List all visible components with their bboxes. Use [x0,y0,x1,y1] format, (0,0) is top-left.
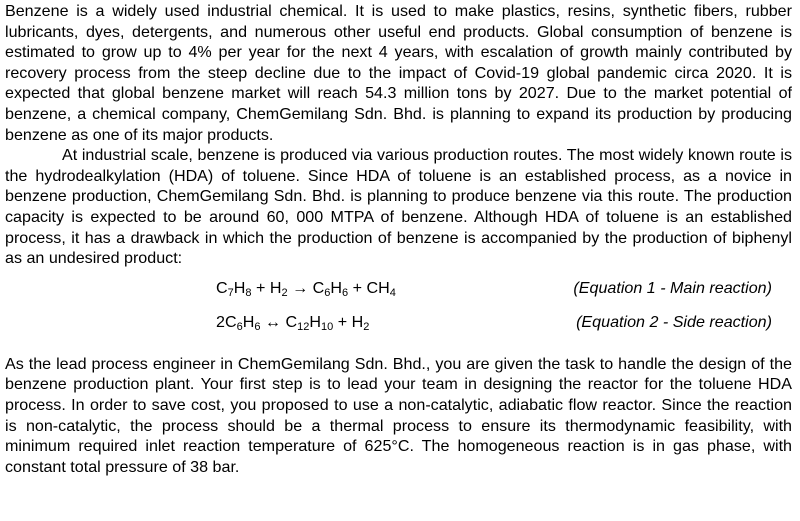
equation-label: (Equation 1 - Main reaction) [573,278,772,297]
document-page [5,1,792,477]
equation-side-reaction [5,302,792,340]
equation-label: (Equation 2 - Side reaction) [576,312,772,331]
paragraph-production-route: At industrial scale, benzene is produced via various production routes. The most widely known route is the hydrodealkylation (HDA) of toluene. Since HDA of toluene is an established process, as a novice in benzene production, ChemGemilang Sdn. Bhd. is planning to produce benzene via this route. The production capacity is expected to be around 60, 000 MTPA of benzene. Although HDA of toluene is an established process, it has a drawback in which the production of benzene is accompanied by the production of biphenyl as an undesired product: [5,146,792,268]
equation-main-reaction [5,269,792,302]
equation-formula: $C_7H_8 + H_2 \to C_6H_6 + CH_4$ [216,278,396,299]
equation-formula: $2C_6H_6$ ↔ $C_{12}H_{10} + H_2$ [216,312,370,333]
paragraph-task: As the lead process engineer in ChemGemilang Sdn. Bhd., you are given the task to handle the design of the benzene production plant. Your first step is to lead your team in designing the reactor for the toluene HDA process. In order to save cost, you proposed to use a non-catalytic, adiabatic flow reactor. Since the reaction is non-catalytic, the process should be a thermal process to ensure its thermodynamic feasibility, with minimum required inlet reaction temperature of 625°C. The homogeneous reaction is in gas phase, with constant total pressure of 38 bar. [5,354,792,476]
paragraph-intro: Benzene is a widely used industrial chemical. It is used to make plastics, resins, synthetic fibers, rubber lubricants, dyes, detergents, and numerous other useful end products. Global consumption of benzene is estimated to grow up to 4% per year for the next 4 years, with escalation of growth mainly contributed by recovery process from the steep decline due to the impact of Covid-19 global pandemic circa 2020. It is expected that global benzene market will reach 54.3 million tons by 2027. Due to the market potential of benzene, a chemical company, ChemGemilang Sdn. Bhd. is planning to expand its production by producing benzene as one of its major products. [5,2,792,144]
spacer [5,340,792,354]
